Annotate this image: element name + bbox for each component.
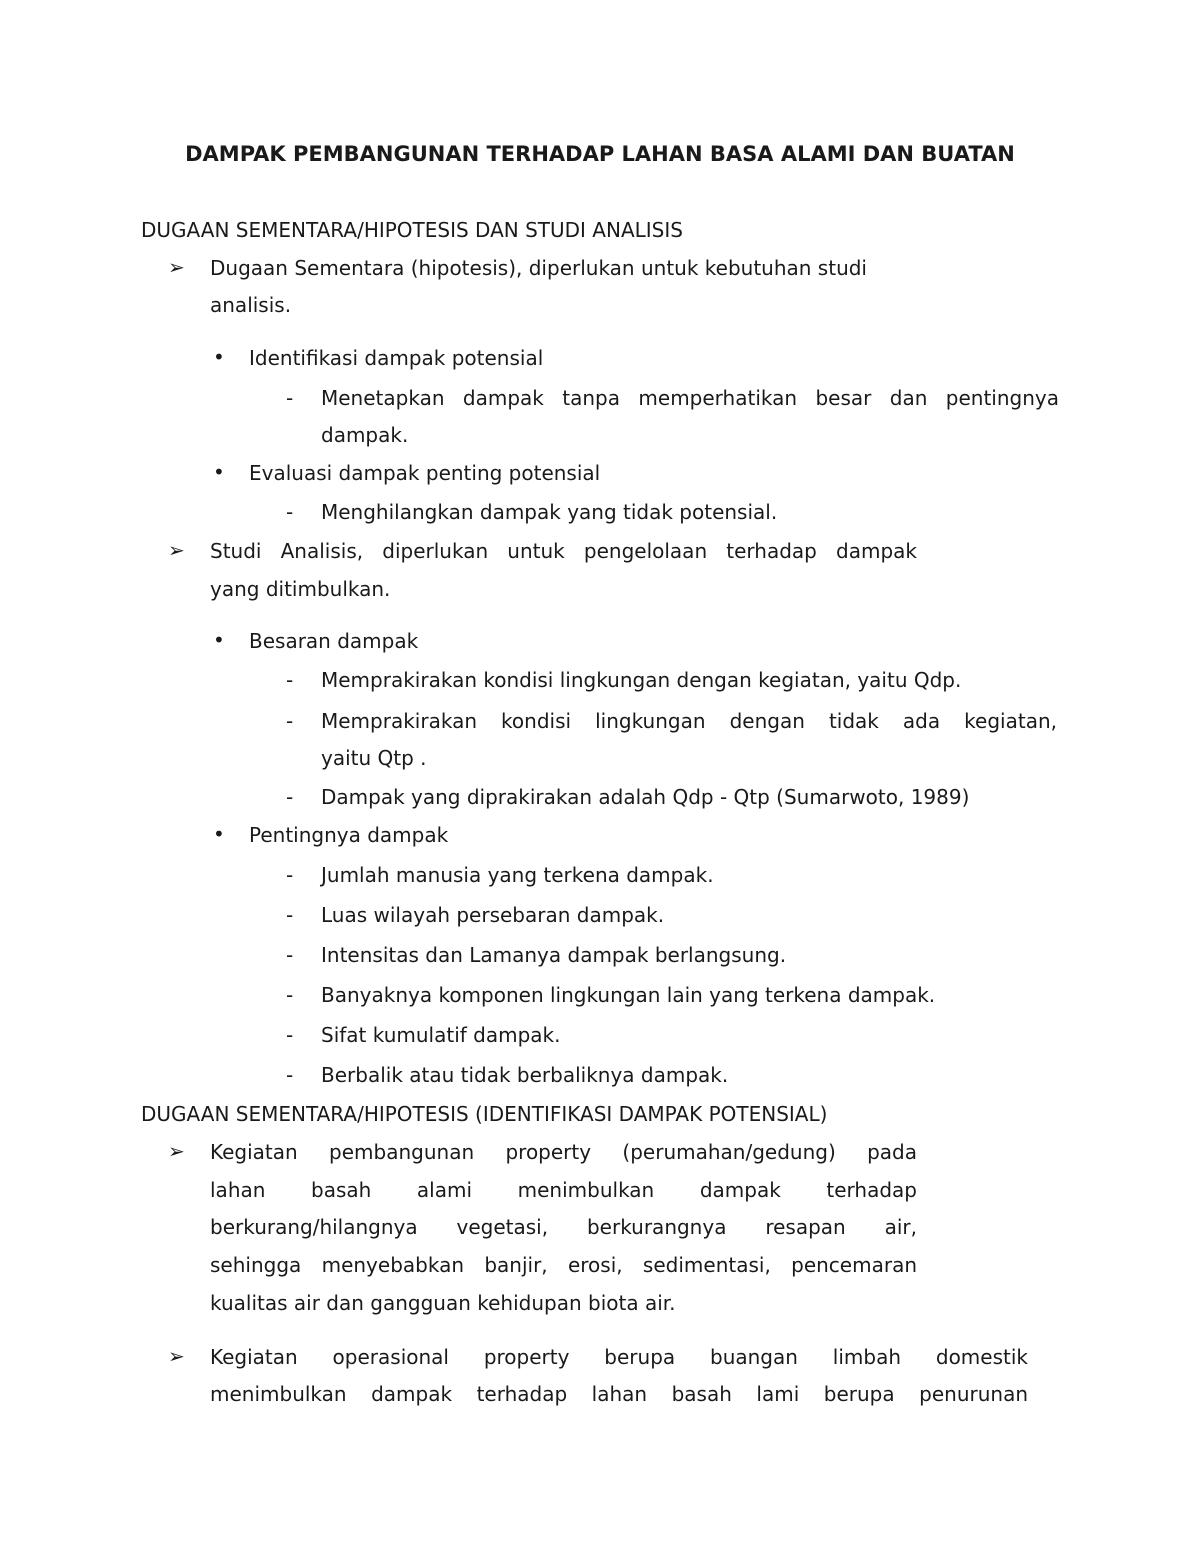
document-title: DAMPAK PEMBANGUNAN TERHADAP LAHAN BASA ALAMI DAN BUATAN [185,142,1015,166]
dash-icon: - [286,943,294,967]
dash-item-text: Memprakirakan kondisi lingkungan dengan tidak ada kegiatan, [321,709,1057,733]
list-item-text: yang ditimbulkan. [210,577,391,601]
bullet-icon: • [213,822,225,846]
list-item-text: Kegiatan pembangunan property (perumahan/gedung) pada [210,1140,917,1164]
dash-item-text: Banyaknya komponen lingkungan lain yang terkena dampak. [321,983,936,1007]
list-item-text: Dugaan Sementara (hipotesis), diperlukan untuk kebutuhan studi [210,256,867,280]
dash-item-text: Jumlah manusia yang terkena dampak. [321,863,714,887]
dash-item-text: Menghilangkan dampak yang tidak potensial. [321,500,778,524]
list-item-text: kualitas air dan gangguan kehidupan biota air. [210,1291,676,1315]
list-item-text: Studi Analisis, diperlukan untuk pengelolaan terhadap dampak [210,539,917,563]
dash-item-text: Sifat kumulatif dampak. [321,1023,561,1047]
bullet-icon: • [213,460,225,484]
list-item-text: menimbulkan dampak terhadap lahan basah lami berupa penurunan [210,1382,1028,1406]
dash-item-text: Luas wilayah persebaran dampak. [321,903,665,927]
dash-item-text: Memprakirakan kondisi lingkungan dengan kegiatan, yaitu Qdp. [321,668,962,692]
sub-item-label: Evaluasi dampak penting potensial [249,461,601,485]
bullet-icon: • [213,628,225,652]
sub-item-label: Identifikasi dampak potensial [249,346,544,370]
list-item-text: Kegiatan operasional property berupa buangan limbah domestik [210,1345,1028,1369]
list-item-text: analisis. [210,293,292,317]
arrow-bullet-icon: ➢ [168,538,185,562]
list-item-text: sehingga menyebabkan banjir, erosi, sedimentasi, pencemaran [210,1253,917,1277]
dash-icon: - [286,668,294,692]
dash-item-text: Intensitas dan Lamanya dampak berlangsung. [321,943,787,967]
dash-icon: - [286,386,294,410]
dash-icon: - [286,1023,294,1047]
list-item-text: lahan basah alami menimbulkan dampak terhadap [210,1178,917,1202]
bullet-icon: • [213,345,225,369]
dash-icon: - [286,500,294,524]
section-heading: DUGAAN SEMENTARA/HIPOTESIS (IDENTIFIKASI DAMPAK POTENSIAL) [141,1102,828,1126]
dash-icon: - [286,709,294,733]
dash-item-text: dampak. [321,423,409,447]
list-item-text: berkurang/hilangnya vegetasi, berkurangnya resapan air, [210,1215,917,1239]
dash-item-text: Berbalik atau tidak berbaliknya dampak. [321,1063,729,1087]
dash-item-text: Dampak yang diprakirakan adalah Qdp - Qtp (Sumarwoto, 1989) [321,785,970,809]
arrow-bullet-icon: ➢ [168,255,185,279]
dash-icon: - [286,863,294,887]
dash-icon: - [286,1063,294,1087]
sub-item-label: Pentingnya dampak [249,823,449,847]
dash-icon: - [286,983,294,1007]
sub-item-label: Besaran dampak [249,629,419,653]
arrow-bullet-icon: ➢ [168,1344,185,1368]
dash-item-text: Menetapkan dampak tanpa memperhatikan besar dan pentingnya [321,386,1059,410]
section-heading: DUGAAN SEMENTARA/HIPOTESIS DAN STUDI ANALISIS [141,218,683,242]
dash-icon: - [286,785,294,809]
dash-icon: - [286,903,294,927]
arrow-bullet-icon: ➢ [168,1139,185,1163]
dash-item-text: yaitu Qtp . [321,746,427,770]
